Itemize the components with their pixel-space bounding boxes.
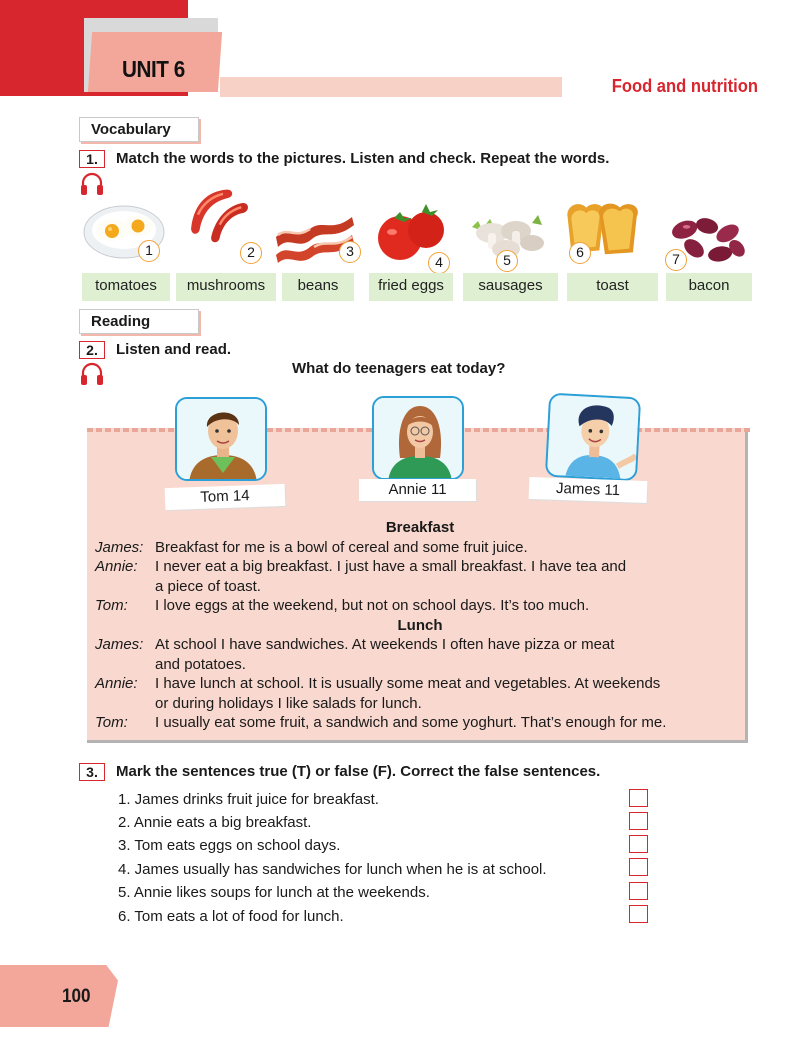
statement-4: 4. James usually has sandwiches for lunch when he is at school. (118, 861, 547, 878)
vocabulary-label: Vocabulary (79, 117, 199, 142)
word-box[interactable]: mushrooms (176, 273, 276, 301)
word-box[interactable]: tomatoes (82, 273, 170, 301)
dialogue-line: Tom: I usually eat some fruit, a sandwich and some yoghurt. That’s enough for me. (95, 714, 667, 731)
dialogue-line: Tom: I love eggs at the weekend, but not on school days. It’s too much. (95, 597, 590, 614)
statement-2: 2. Annie eats a big breakfast. (118, 814, 312, 831)
reading-text (95, 518, 745, 733)
james-portrait (545, 393, 641, 482)
dialogue-line: Annie: I never eat a big breakfast. I just have a small breakfast. I have tea and (95, 558, 627, 575)
unit-title: UNIT 6 (122, 56, 185, 82)
statement-1: 1. James drinks fruit juice for breakfast. (118, 791, 379, 808)
answer-checkbox-6[interactable] (629, 905, 648, 923)
statement-3: 3. Tom eats eggs on school days. (118, 837, 341, 854)
picture-number-2: 2 (240, 242, 262, 264)
name-card-james: James 11 (529, 477, 648, 503)
lunch-heading: Lunch (397, 616, 443, 634)
tom-portrait (175, 397, 267, 481)
dialogue-line: Annie: I have lunch at school. It is usually some meat and vegetables. At weekends (95, 675, 661, 692)
answer-checkbox-4[interactable] (629, 858, 648, 876)
header-pink-bar (220, 77, 562, 97)
picture-number-3: 3 (339, 241, 361, 263)
exercise-1-instruction: Match the words to the pictures. Listen and check. Repeat the words. (116, 150, 610, 167)
exercise-3-number: 3. (79, 763, 105, 781)
breakfast-heading: Breakfast (385, 519, 455, 536)
reading-title: What do teenagers eat today? (292, 360, 506, 377)
answer-checkbox-3[interactable] (629, 835, 648, 853)
statement-6: 6. Tom eats a lot of food for lunch. (118, 908, 344, 925)
name-card-annie: Annie 11 (359, 479, 476, 501)
word-box[interactable]: toast (567, 273, 658, 301)
statement-5: 5. Annie likes soups for lunch at the weekends. (118, 884, 430, 901)
dialogue-line: and potatoes. (155, 655, 246, 673)
exercise-3-instruction: Mark the sentences true (T) or false (F). Correct the false sentences. (116, 763, 601, 780)
picture-number-6: 6 (569, 242, 591, 264)
picture-number-1: 1 (138, 240, 160, 262)
word-box[interactable]: sausages (463, 273, 558, 301)
answer-checkbox-5[interactable] (629, 882, 648, 900)
word-box[interactable]: fried eggs (369, 273, 453, 301)
dialogue-line: or during holidays I like salads for lunch. (155, 694, 422, 712)
exercise-2-instruction: Listen and read. (116, 341, 232, 358)
dialogue-line: James: At school I have sandwiches. At weekends I often have pizza or meat (95, 636, 615, 653)
picture-number-7: 7 (665, 249, 687, 271)
word-box[interactable]: bacon (666, 273, 752, 301)
exercise-1-number: 1. (79, 150, 105, 168)
sausages-icon (176, 178, 260, 248)
picture-number-4: 4 (428, 252, 450, 274)
dialogue-line: James: Breakfast for me is a bowl of cereal and some fruit juice. (95, 538, 528, 556)
exercise-2-number: 2. (79, 341, 105, 359)
answer-checkbox-2[interactable] (629, 812, 648, 830)
reading-label: Reading (79, 309, 199, 334)
annie-portrait (372, 396, 464, 480)
answer-checkbox-1[interactable] (629, 789, 648, 807)
picture-number-5: 5 (496, 250, 518, 272)
name-card-tom: Tom 14 (165, 484, 286, 510)
headphones-icon[interactable] (79, 362, 105, 386)
topic-title: Food and nutrition (611, 76, 758, 96)
word-box[interactable]: beans (282, 273, 354, 301)
dialogue-line: a piece of toast. (155, 577, 261, 595)
page-number-tab (0, 965, 118, 1027)
page-number: 100 (62, 986, 91, 1007)
